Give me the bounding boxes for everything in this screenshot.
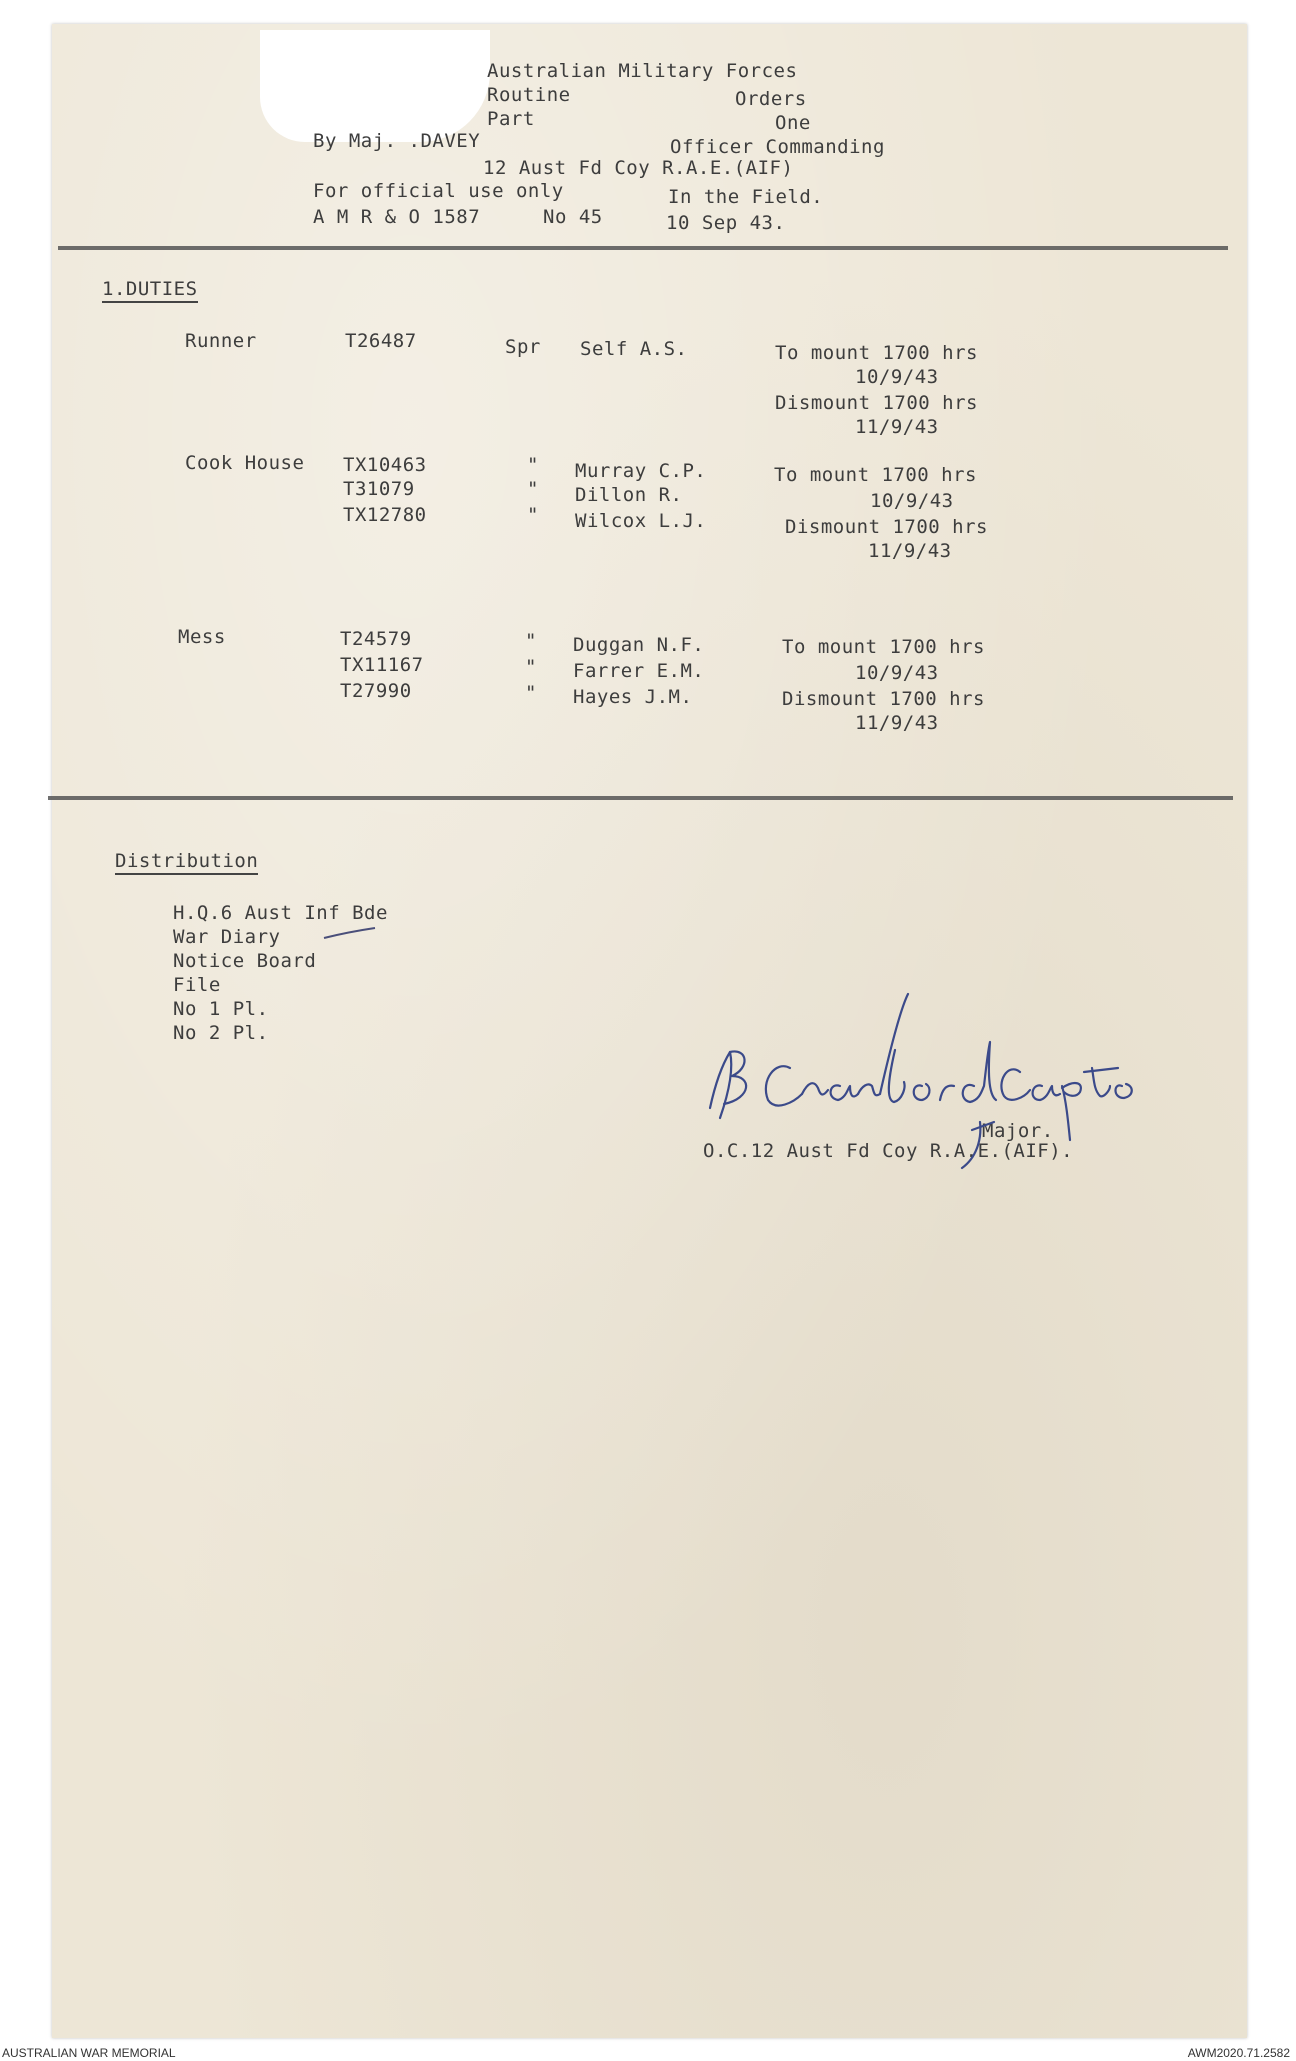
footer-left: AUSTRALIAN WAR MEMORIAL [2, 2046, 176, 2060]
torn-corner [260, 30, 490, 142]
header-by: By Maj. .DAVEY [313, 130, 481, 152]
header-number: No 45 [543, 206, 603, 228]
duty-mess-ditto-1: " [525, 630, 537, 652]
distribution-heading: Distribution [115, 850, 258, 872]
duty-runner-mount-date: 10/9/43 [855, 366, 939, 388]
duty-mess-number-1: T24579 [340, 628, 412, 650]
duty-mess-label: Mess [178, 626, 226, 648]
header-one: One [775, 112, 811, 134]
duty-runner-number: T26487 [345, 330, 417, 352]
footer-right: AWM2020.71.2582 [1187, 2046, 1290, 2060]
duty-mess-number-2: TX11167 [340, 654, 424, 676]
header-part: Part [487, 108, 535, 130]
duty-runner-name: Self A.S. [580, 338, 688, 360]
duty-mess-name-3: Hayes J.M. [573, 686, 693, 708]
duty-mess-name-1: Duggan N.F. [573, 634, 705, 656]
duty-runner-rank: Spr [505, 336, 541, 358]
duty-cookhouse-name-1: Murray C.P. [575, 460, 707, 482]
duty-mess-dismount: Dismount 1700 hrs [782, 688, 985, 710]
duty-mess-ditto-3: " [525, 682, 537, 704]
duty-cookhouse-number-1: TX10463 [343, 454, 427, 476]
duty-mess-dismount-date: 11/9/43 [855, 712, 939, 734]
signature-major: Major. [982, 1120, 1054, 1142]
duty-mess-mount: To mount 1700 hrs [782, 636, 985, 658]
duty-cookhouse-number-2: T31079 [343, 478, 415, 500]
duty-mess-mount-date: 10/9/43 [855, 662, 939, 684]
duty-mess-ditto-2: " [525, 656, 537, 678]
duty-runner-mount: To mount 1700 hrs [775, 342, 978, 364]
header-date: 10 Sep 43. [666, 212, 786, 234]
distribution-item-2: War Diary [173, 926, 281, 948]
duties-heading: 1.DUTIES [102, 278, 198, 300]
duty-mess-name-2: Farrer E.M. [573, 660, 705, 682]
header-officer: Officer Commanding [670, 136, 885, 158]
distribution-item-4: File [173, 974, 221, 996]
duty-cookhouse-ditto-1: " [527, 454, 539, 476]
header-official: For official use only [313, 180, 564, 202]
duty-cookhouse-number-3: TX12780 [343, 504, 427, 526]
signature-oc-line: O.C.12 Aust Fd Coy R.A.E.(AIF). [703, 1140, 1074, 1162]
duty-runner-label: Runner [185, 330, 257, 352]
header-amr: A M R & O 1587 [313, 206, 481, 228]
distribution-item-6: No 2 Pl. [173, 1022, 269, 1044]
duty-cookhouse-dismount: Dismount 1700 hrs [785, 516, 988, 538]
duty-runner-dismount: Dismount 1700 hrs [775, 392, 978, 414]
duty-runner-dismount-date: 11/9/43 [855, 416, 939, 438]
header-routine: Routine [487, 84, 571, 106]
pen-tick-mark [320, 920, 380, 944]
duty-cookhouse-dismount-date: 11/9/43 [868, 540, 952, 562]
duty-cookhouse-name-2: Dillon R. [575, 484, 683, 506]
distribution-item-3: Notice Board [173, 950, 317, 972]
duty-cookhouse-ditto-2: " [527, 478, 539, 500]
header-line-1: Australian Military Forces [487, 60, 798, 82]
handwritten-signature [690, 990, 1150, 1190]
rule-top [58, 246, 1228, 250]
duty-cookhouse-label: Cook House [185, 452, 305, 474]
distribution-item-5: No 1 Pl. [173, 998, 269, 1020]
duty-mess-number-3: T27990 [340, 680, 412, 702]
header-orders: Orders [735, 88, 807, 110]
duty-cookhouse-mount: To mount 1700 hrs [774, 464, 977, 486]
header-unit: 12 Aust Fd Coy R.A.E.(AIF) [483, 157, 794, 179]
duty-cookhouse-ditto-3: " [527, 504, 539, 526]
duty-cookhouse-mount-date: 10/9/43 [870, 490, 954, 512]
header-field: In the Field. [668, 186, 824, 208]
distribution-item-1: H.Q.6 Aust Inf Bde [173, 902, 388, 924]
rule-middle [48, 796, 1233, 800]
duty-cookhouse-name-3: Wilcox L.J. [575, 510, 707, 532]
